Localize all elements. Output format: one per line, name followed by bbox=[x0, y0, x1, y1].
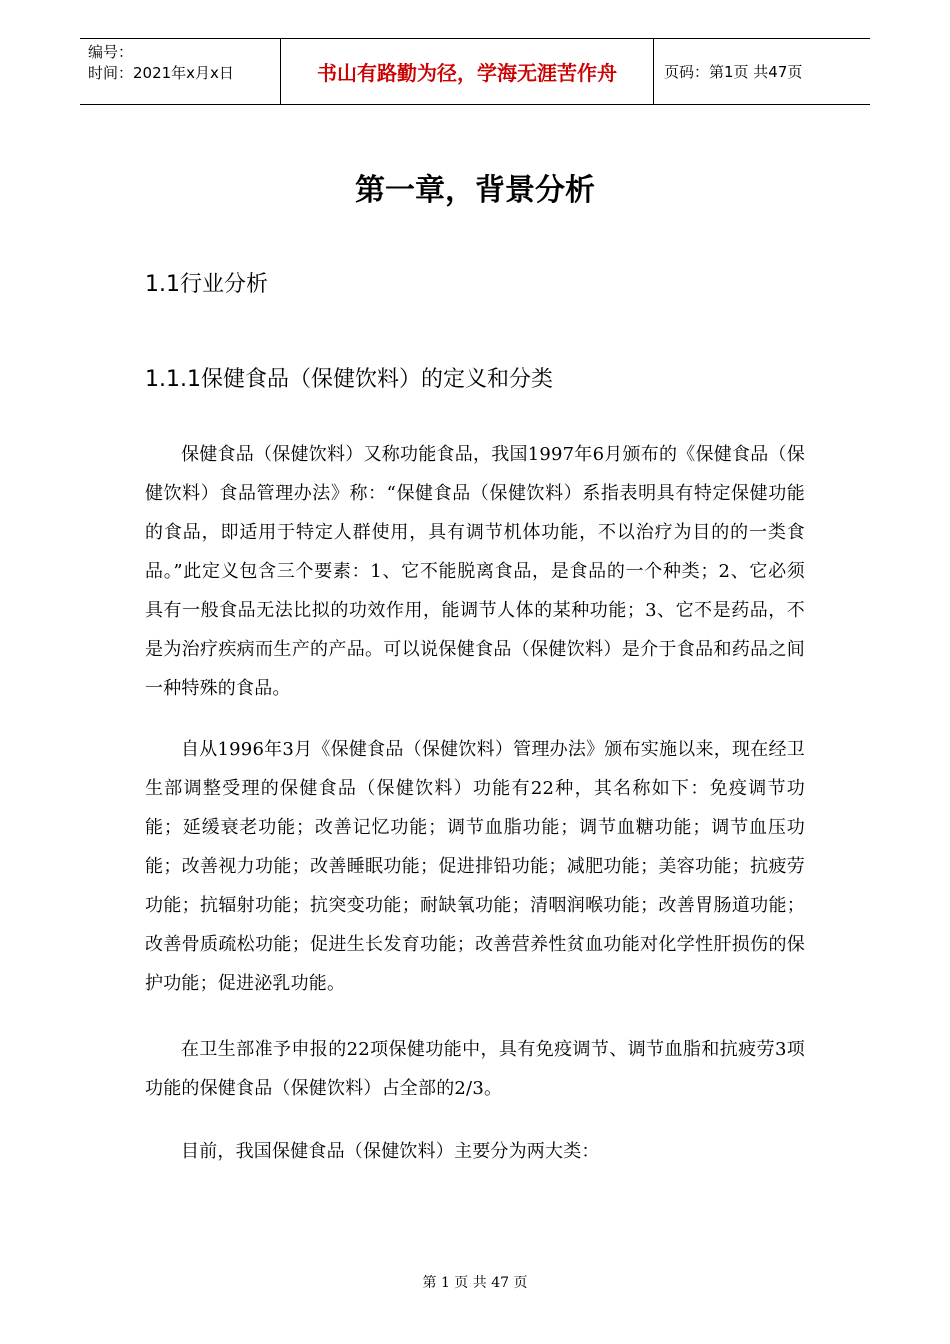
chapter-title: 第一章，背景分析 bbox=[355, 173, 595, 208]
page-header bbox=[80, 38, 870, 105]
paragraph-functions-share: 在卫生部准予申报的22项保健功能中，具有免疫调节、调节血脂和抗疲劳3项功能的保健食品（保健饮料）占全部的2/3。 bbox=[145, 1039, 805, 1099]
paragraph-definition: 保健食品（保健饮料）又称功能食品，我国1997年6月颁布的《保健食品（保健饮料）食品管理办法》称：“保健食品（保健饮料）系指表明具有特定保健功能的食品，即适用于特定人群使用，具有调节机体功能，不以治疗为目的的一类食品。”此定义包含三个要素：1、它不能脱离食品，是食品的一个种类；2、它必须具有一般食品无法比拟的功效作用，能调节人体的某种功能；3、它不是药品，不是为治疗疾病而生产的产品。可以说保健食品（保健饮料）是介于食品和药品之间一种特殊的食品。 bbox=[145, 444, 805, 699]
section-heading-1-1-1: 1.1.1保健食品（保健饮料）的定义和分类 bbox=[145, 367, 553, 392]
header-meta bbox=[80, 39, 281, 104]
header-page-info: 页码：第1页 共47页 bbox=[664, 63, 803, 81]
time-label: 时间：2021年x月x日 bbox=[88, 64, 234, 82]
doc-number-label: 编号： bbox=[88, 43, 134, 61]
page-footer: 第 1 页 共 47 页 bbox=[422, 1275, 528, 1291]
paragraph-categories-intro: 目前，我国保健食品（保健饮料）主要分为两大类： bbox=[181, 1141, 600, 1162]
section-heading-1-1: 1.1行业分析 bbox=[145, 272, 268, 297]
paragraph-functions-list: 自从1996年3月《保健食品（保健饮料）管理办法》颁布实施以来，现在经卫生部调整受理的保健食品（保健饮料）功能有22种，其名称如下：免疫调节功能；延缓衰老功能；改善记忆功能；调节血脂功能；调节血糖功能；调节血压功能；改善视力功能；改善睡眠功能；促进排铅功能；减肥功能；美容功能；抗疲劳功能；抗辐射功能；抗突变功能；耐缺氧功能；清咽润喉功能；改善胃肠道功能；改善骨质疏松功能；促进生长发育功能；改善营养性贫血功能对化学性肝损伤的保护功能；促进泌乳功能。 bbox=[145, 739, 805, 994]
header-motto: 书山有路勤为径，学海无涯苦作舟 bbox=[281, 39, 654, 104]
